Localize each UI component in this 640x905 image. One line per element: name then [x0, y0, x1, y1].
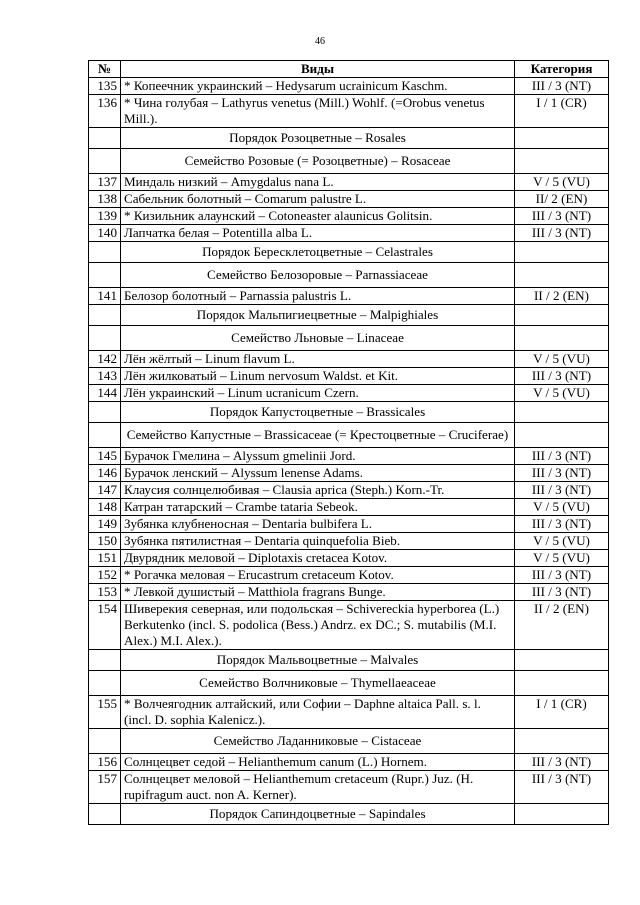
- empty-cell: [89, 242, 121, 263]
- family-name: Семейство Капустные – Brassicaceae (= Крестоцветные – Cruciferae): [121, 423, 515, 448]
- species-category: V / 5 (VU): [515, 499, 609, 516]
- species-name: Миндаль низкий – Amygdalus nana L.: [121, 174, 515, 191]
- empty-cell: [515, 671, 609, 696]
- order-name: Порядок Мальвоцветные – Malvales: [121, 650, 515, 671]
- order-row: [89, 128, 609, 149]
- empty-cell: [515, 650, 609, 671]
- species-number: 148: [89, 499, 121, 516]
- species-category: III / 3 (NT): [515, 448, 609, 465]
- species-number: 138: [89, 191, 121, 208]
- species-name: Лён украинский – Linum ucranicum Czern.: [121, 385, 515, 402]
- family-row: [89, 729, 609, 754]
- species-name: * Кизильник алаунский – Cotoneaster alaunicus Golitsin.: [121, 208, 515, 225]
- species-number: 146: [89, 465, 121, 482]
- species-category: I / 1 (CR): [515, 95, 609, 128]
- species-category: V / 5 (VU): [515, 351, 609, 368]
- empty-cell: [515, 263, 609, 288]
- empty-cell: [515, 242, 609, 263]
- table-row: [89, 754, 609, 771]
- table-row: [89, 465, 609, 482]
- species-name: Белозор болотный – Parnassia palustris L.: [121, 288, 515, 305]
- empty-cell: [89, 263, 121, 288]
- species-category: I / 1 (CR): [515, 696, 609, 729]
- species-category: III / 3 (NT): [515, 516, 609, 533]
- table-row: [89, 516, 609, 533]
- table-row: [89, 771, 609, 804]
- species-category: III / 3 (NT): [515, 465, 609, 482]
- family-name: Семейство Розовые (= Розоцветные) – Rosaceae: [121, 149, 515, 174]
- table-row: [89, 191, 609, 208]
- table-body: [89, 78, 609, 825]
- species-name: Катран татарский – Crambe tataria Sebeok.: [121, 499, 515, 516]
- species-name: Бурачок Гмелина – Alyssum gmelinii Jord.: [121, 448, 515, 465]
- empty-cell: [89, 305, 121, 326]
- empty-cell: [89, 729, 121, 754]
- table-row: [89, 225, 609, 242]
- order-name: Порядок Бересклетоцветные – Celastrales: [121, 242, 515, 263]
- species-number: 156: [89, 754, 121, 771]
- family-row: [89, 423, 609, 448]
- species-category: V / 5 (VU): [515, 174, 609, 191]
- empty-cell: [515, 305, 609, 326]
- table-row: [89, 696, 609, 729]
- species-number: 141: [89, 288, 121, 305]
- species-category: III / 3 (NT): [515, 567, 609, 584]
- table-row: [89, 550, 609, 567]
- species-category: III / 3 (NT): [515, 584, 609, 601]
- table-row: [89, 567, 609, 584]
- species-category: III / 3 (NT): [515, 78, 609, 95]
- species-name: Солнцецвет седой – Helianthemum canum (L.) Hornem.: [121, 754, 515, 771]
- species-name: Солнцецвет меловой – Helianthemum cretaceum (Rupr.) Juz. (H. rupifragum auct. non A. Kerner).: [121, 771, 515, 804]
- table-row: [89, 78, 609, 95]
- species-category: III / 3 (NT): [515, 771, 609, 804]
- table-row: [89, 499, 609, 516]
- species-name: Сабельник болотный – Comarum palustre L.: [121, 191, 515, 208]
- species-number: 139: [89, 208, 121, 225]
- family-row: [89, 263, 609, 288]
- empty-cell: [515, 326, 609, 351]
- table-row: [89, 533, 609, 550]
- species-name: Лапчатка белая – Potentilla alba L.: [121, 225, 515, 242]
- species-category: II/ 2 (EN): [515, 191, 609, 208]
- empty-cell: [515, 804, 609, 825]
- species-number: 147: [89, 482, 121, 499]
- species-category: III / 3 (NT): [515, 208, 609, 225]
- table-row: [89, 95, 609, 128]
- species-category: III / 3 (NT): [515, 368, 609, 385]
- order-name: Порядок Розоцветные – Rosales: [121, 128, 515, 149]
- family-name: Семейство Волчниковые – Thymellaeaceae: [121, 671, 515, 696]
- species-category: II / 2 (EN): [515, 288, 609, 305]
- order-row: [89, 804, 609, 825]
- species-category: III / 3 (NT): [515, 482, 609, 499]
- species-number: 145: [89, 448, 121, 465]
- order-row: [89, 650, 609, 671]
- species-number: 155: [89, 696, 121, 729]
- family-name: Семейство Льновые – Linaceae: [121, 326, 515, 351]
- species-name: * Рогачка меловая – Erucastrum cretaceum Kotov.: [121, 567, 515, 584]
- empty-cell: [515, 128, 609, 149]
- order-name: Порядок Сапиндоцветные – Sapindales: [121, 804, 515, 825]
- species-number: 154: [89, 601, 121, 650]
- empty-cell: [89, 149, 121, 174]
- family-name: Семейство Ладанниковые – Cistaceae: [121, 729, 515, 754]
- species-number: 157: [89, 771, 121, 804]
- species-name: Двурядник меловой – Diplotaxis cretacea Kotov.: [121, 550, 515, 567]
- table-row: [89, 584, 609, 601]
- species-category: II / 2 (EN): [515, 601, 609, 650]
- order-row: [89, 242, 609, 263]
- table-row: [89, 351, 609, 368]
- table-row: [89, 448, 609, 465]
- table-row: [89, 601, 609, 650]
- species-number: 152: [89, 567, 121, 584]
- order-name: Порядок Мальпигиецветные – Malpighiales: [121, 305, 515, 326]
- table-header-row: [89, 61, 609, 78]
- species-category: III / 3 (NT): [515, 754, 609, 771]
- species-category: III / 3 (NT): [515, 225, 609, 242]
- species-name: Шиверекия северная, или подольская – Schivereckia hyperborea (L.) Berkutenko (incl. S. podolica (Bess.) Andrz. ex DC.; S. mutabilis (M.I. Alex.) M.I. Alex.).: [121, 601, 515, 650]
- species-number: 153: [89, 584, 121, 601]
- species-number: 136: [89, 95, 121, 128]
- family-name: Семейство Белозоровые – Parnassiaceae: [121, 263, 515, 288]
- family-row: [89, 149, 609, 174]
- species-name: Бурачок ленский – Alyssum lenense Adams.: [121, 465, 515, 482]
- species-name: Лён жилковатый – Linum nervosum Waldst. et Kit.: [121, 368, 515, 385]
- empty-cell: [89, 650, 121, 671]
- header-category: Категория: [515, 61, 609, 78]
- table-row: [89, 174, 609, 191]
- species-name: * Левкой душистый – Matthiola fragrans Bunge.: [121, 584, 515, 601]
- species-number: 151: [89, 550, 121, 567]
- species-number: 137: [89, 174, 121, 191]
- table-row: [89, 288, 609, 305]
- table-row: [89, 482, 609, 499]
- empty-cell: [515, 423, 609, 448]
- table-row: [89, 208, 609, 225]
- empty-cell: [515, 729, 609, 754]
- empty-cell: [89, 671, 121, 696]
- species-number: 142: [89, 351, 121, 368]
- empty-cell: [515, 149, 609, 174]
- family-row: [89, 326, 609, 351]
- species-name: * Копеечник украинский – Hedysarum ucrainicum Kaschm.: [121, 78, 515, 95]
- empty-cell: [89, 128, 121, 149]
- species-name: * Чина голубая – Lathyrus venetus (Mill.) Wohlf. (=Orobus venetus Mill.).: [121, 95, 515, 128]
- species-name: Лён жёлтый – Linum flavum L.: [121, 351, 515, 368]
- family-row: [89, 671, 609, 696]
- header-species: Виды: [121, 61, 515, 78]
- species-number: 149: [89, 516, 121, 533]
- species-name: Зубянка пятилистная – Dentaria quinquefolia Bieb.: [121, 533, 515, 550]
- empty-cell: [89, 423, 121, 448]
- species-category: V / 5 (VU): [515, 550, 609, 567]
- empty-cell: [515, 402, 609, 423]
- species-number: 144: [89, 385, 121, 402]
- species-number: 143: [89, 368, 121, 385]
- empty-cell: [89, 804, 121, 825]
- header-number: №: [89, 61, 121, 78]
- species-number: 140: [89, 225, 121, 242]
- species-number: 135: [89, 78, 121, 95]
- page-number: 46: [315, 36, 325, 47]
- species-name: Клаусия солнцелюбивая – Clausia aprica (Steph.) Korn.-Tr.: [121, 482, 515, 499]
- species-table: [88, 60, 609, 825]
- table-row: [89, 368, 609, 385]
- empty-cell: [89, 326, 121, 351]
- species-number: 150: [89, 533, 121, 550]
- order-row: [89, 402, 609, 423]
- empty-cell: [89, 402, 121, 423]
- species-name: * Волчеягодник алтайский, или Софии – Daphne altaica Pall. s. l. (incl. D. sophia Kalenicz.).: [121, 696, 515, 729]
- order-row: [89, 305, 609, 326]
- species-category: V / 5 (VU): [515, 533, 609, 550]
- table-row: [89, 385, 609, 402]
- species-name: Зубянка клубненосная – Dentaria bulbifera L.: [121, 516, 515, 533]
- species-category: V / 5 (VU): [515, 385, 609, 402]
- order-name: Порядок Капустоцветные – Brassicales: [121, 402, 515, 423]
